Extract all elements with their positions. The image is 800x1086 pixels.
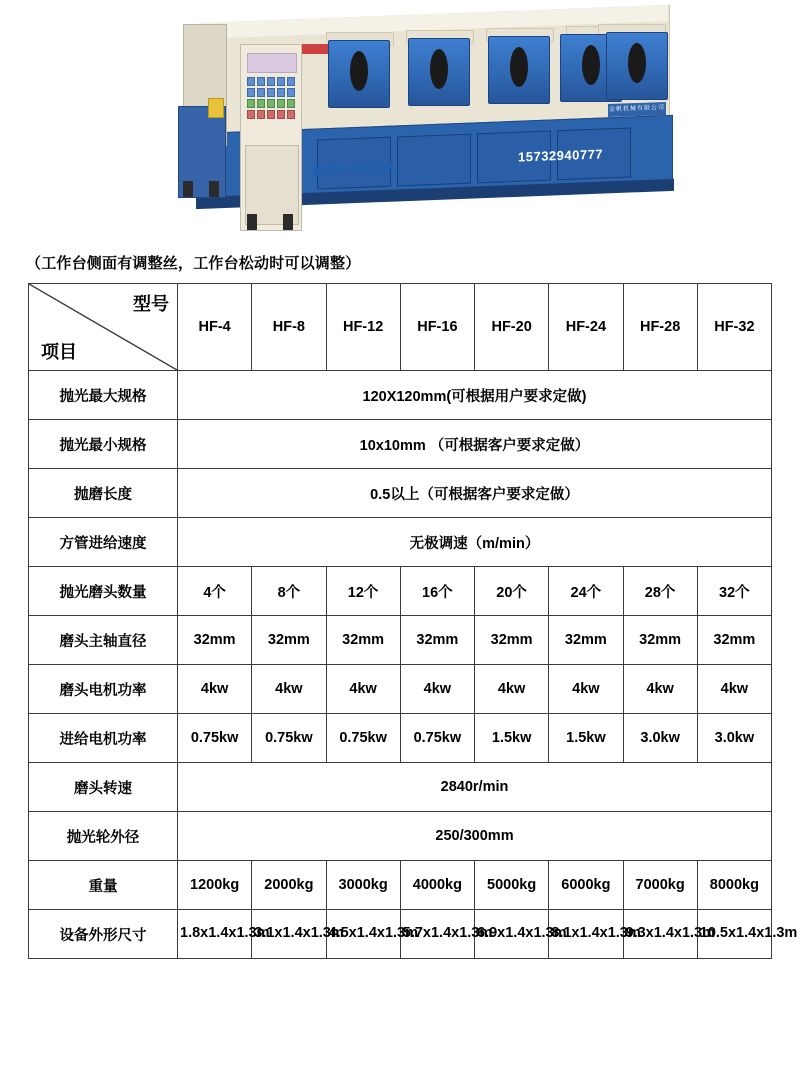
row-label: 磨头转速 — [29, 763, 178, 812]
console-button — [257, 99, 265, 108]
row-cell: 32个 — [697, 567, 771, 616]
base-panel — [397, 134, 471, 187]
left-cabinet-lower — [178, 106, 226, 198]
model-header-hf8: HF-8 — [252, 284, 326, 371]
model-header-hf20: HF-20 — [475, 284, 549, 371]
row-cell: 4kw — [326, 665, 400, 714]
table-row — [29, 812, 772, 861]
console-button — [247, 88, 255, 97]
electrical-box — [208, 98, 224, 118]
console-button — [247, 110, 255, 119]
polishing-hood — [488, 36, 550, 104]
row-cell: 0.75kw — [178, 714, 252, 763]
row-cell: 8.1x1.4x1.3m — [549, 910, 623, 959]
polishing-hood — [328, 40, 390, 108]
console-button — [287, 77, 295, 86]
console-button — [287, 88, 295, 97]
row-label: 进给电机功率 — [29, 714, 178, 763]
row-value-merged: 0.5以上（可根据客户要求定做） — [178, 469, 772, 518]
row-cell: 1.5kw — [549, 714, 623, 763]
console-button — [267, 99, 275, 108]
console-button — [287, 99, 295, 108]
console-foot — [283, 214, 293, 230]
row-cell: 32mm — [697, 616, 771, 665]
row-cell: 4kw — [475, 665, 549, 714]
row-label: 重量 — [29, 861, 178, 910]
machine-foot — [209, 181, 219, 197]
row-label: 磨头电机功率 — [29, 665, 178, 714]
row-cell: 32mm — [178, 616, 252, 665]
machine-badge: 金帆机械有限公司 — [608, 102, 666, 117]
row-cell: 24个 — [549, 567, 623, 616]
row-label: 抛光磨头数量 — [29, 567, 178, 616]
polishing-hood — [606, 32, 668, 100]
row-cell: 8个 — [252, 567, 326, 616]
row-label: 设备外形尺寸 — [29, 910, 178, 959]
table-corner-cell — [29, 284, 178, 371]
row-cell: 32mm — [326, 616, 400, 665]
row-cell: 1200kg — [178, 861, 252, 910]
hood-port — [350, 51, 368, 91]
brand-dot-icon — [313, 166, 322, 175]
hood-port — [430, 49, 448, 89]
row-cell: 12个 — [326, 567, 400, 616]
console-button — [277, 77, 285, 86]
model-header-hf28: HF-28 — [623, 284, 697, 371]
row-cell: 1.8x1.4x1.3m — [178, 910, 252, 959]
table-row — [29, 910, 772, 959]
console-button — [257, 110, 265, 119]
row-cell: 4.5x1.4x1.3m — [326, 910, 400, 959]
row-cell: 4kw — [178, 665, 252, 714]
row-cell: 0.75kw — [400, 714, 474, 763]
row-label: 抛光轮外径 — [29, 812, 178, 861]
table-row — [29, 861, 772, 910]
row-cell: 3.0kw — [697, 714, 771, 763]
row-value-merged: 无极调速（m/min） — [178, 518, 772, 567]
console-button — [287, 110, 295, 119]
row-cell: 0.75kw — [252, 714, 326, 763]
machine-illustration — [178, 6, 683, 238]
row-cell: 8000kg — [697, 861, 771, 910]
row-cell: 4kw — [252, 665, 326, 714]
row-value-merged: 250/300mm — [178, 812, 772, 861]
console-button — [247, 77, 255, 86]
row-label: 方管进给速度 — [29, 518, 178, 567]
hood-port — [628, 43, 646, 83]
row-cell: 32mm — [475, 616, 549, 665]
corner-label-item: 项目 — [41, 342, 77, 362]
row-cell: 4个 — [178, 567, 252, 616]
console-button-grid — [247, 77, 295, 137]
row-value-merged: 120X120mm(可根据用户要求定做) — [178, 371, 772, 420]
row-cell: 9.3x1.4x1.3m — [623, 910, 697, 959]
table-row — [29, 567, 772, 616]
console-button — [277, 88, 285, 97]
row-cell: 16个 — [400, 567, 474, 616]
console-screen — [247, 53, 297, 73]
model-header-hf4: HF-4 — [178, 284, 252, 371]
table-row — [29, 714, 772, 763]
model-header-hf12: HF-12 — [326, 284, 400, 371]
product-photo — [0, 0, 800, 246]
console-button — [267, 77, 275, 86]
row-cell: 6.9x1.4x1.3m — [475, 910, 549, 959]
row-label: 抛光最大规格 — [29, 371, 178, 420]
row-cell: 10.5x1.4x1.3m — [697, 910, 771, 959]
row-cell: 5.7x1.4x1.3m — [400, 910, 474, 959]
table-row — [29, 665, 772, 714]
row-cell: 32mm — [549, 616, 623, 665]
note-line: （工作台侧面有调整丝，工作台松动时可以调整） — [26, 255, 361, 272]
console-button — [247, 99, 255, 108]
control-console — [240, 44, 302, 231]
row-cell: 3000kg — [326, 861, 400, 910]
row-cell: 4kw — [400, 665, 474, 714]
row-label: 抛磨长度 — [29, 469, 178, 518]
table-row — [29, 371, 772, 420]
row-cell: 0.75kw — [326, 714, 400, 763]
model-header-hf24: HF-24 — [549, 284, 623, 371]
table-row — [29, 518, 772, 567]
row-value-merged: 10x10mm （可根据客户要求定做） — [178, 420, 772, 469]
row-cell: 20个 — [475, 567, 549, 616]
hood-port — [582, 45, 600, 85]
row-cell: 3.1x1.4x1.3m — [252, 910, 326, 959]
row-cell: 32mm — [252, 616, 326, 665]
table-row — [29, 469, 772, 518]
row-cell: 32mm — [623, 616, 697, 665]
row-cell: 1.5kw — [475, 714, 549, 763]
spec-table-body — [29, 284, 798, 959]
console-button — [277, 110, 285, 119]
brand-watermark-text: 邢台 金帆机械 — [325, 162, 395, 177]
row-cell: 4kw — [623, 665, 697, 714]
row-cell: 6000kg — [549, 861, 623, 910]
row-cell: 2000kg — [252, 861, 326, 910]
polishing-hood — [408, 38, 470, 106]
phone-watermark: 15732940777 — [518, 146, 604, 165]
red-marker — [300, 44, 328, 54]
console-foot — [247, 214, 257, 230]
console-button — [267, 110, 275, 119]
console-button — [257, 88, 265, 97]
table-row — [29, 420, 772, 469]
hood-port — [510, 47, 528, 87]
table-header-row — [29, 284, 772, 371]
console-button — [277, 99, 285, 108]
row-cell: 28个 — [623, 567, 697, 616]
console-lower-door — [245, 145, 299, 225]
model-header-hf16: HF-16 — [400, 284, 474, 371]
row-cell: 4kw — [697, 665, 771, 714]
row-cell: 3.0kw — [623, 714, 697, 763]
table-row — [29, 616, 772, 665]
corner-label-model: 型号 — [133, 294, 169, 314]
console-button — [267, 88, 275, 97]
row-cell: 7000kg — [623, 861, 697, 910]
machine-foot — [183, 181, 193, 197]
table-row — [29, 763, 772, 812]
row-label: 抛光最小规格 — [29, 420, 178, 469]
model-header-hf32: HF-32 — [697, 284, 771, 371]
row-value-merged: 2840r/min — [178, 763, 772, 812]
console-button — [257, 77, 265, 86]
row-cell: 4kw — [549, 665, 623, 714]
spec-table-wrap — [28, 283, 798, 959]
spec-table — [28, 283, 798, 959]
row-cell: 4000kg — [400, 861, 474, 910]
row-cell: 5000kg — [475, 861, 549, 910]
row-cell: 32mm — [400, 616, 474, 665]
row-label: 磨头主轴直径 — [29, 616, 178, 665]
brand-watermark — [313, 160, 394, 179]
